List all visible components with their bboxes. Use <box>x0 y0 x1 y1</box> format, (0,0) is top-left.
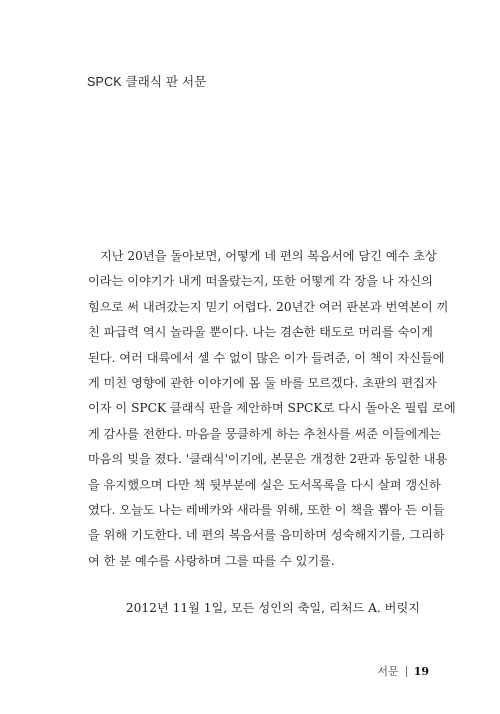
body-line: 이자 이 SPCK 클래식 판을 제안하며 SPCK로 다시 돌아온 필립 로에 <box>88 401 456 416</box>
body-line: 게 감사를 전한다. 마음을 뭉클하게 하는 추천사를 써준 이들에게는 <box>88 426 441 441</box>
body-line: 친 파급력 역시 놀라울 뿐이다. 나는 겸손한 태도로 머리를 숙이게 <box>88 325 433 340</box>
body-line: 여 한 분 예수를 사랑하며 그를 따를 수 있기를. <box>88 553 335 568</box>
body-line: 마음의 빚을 졌다. '클래식'이기에, 본문은 개정한 2판과 동일한 내용 <box>88 452 448 467</box>
body-line: 지난 20년을 돌아보면, 어떻게 네 편의 복음서에 담긴 예수 초상 <box>100 249 437 263</box>
body-line: 을 위해 기도한다. 네 편의 복음서를 음미하며 성숙해지기를, 그리하 <box>88 528 445 543</box>
section-title: SPCK 클래식 판 서문 <box>87 75 207 89</box>
page-footer <box>377 663 429 679</box>
body-line: 게 미친 영향에 관한 이야기에 몸 둘 바를 모르겠다. 초판의 편집자 <box>88 376 437 391</box>
body-line: 이라는 이야기가 내게 떠올랐는지, 또한 어떻게 각 장을 나 자신의 <box>88 274 433 289</box>
body-line: 힘으로 써 내려갔는지 믿기 어렵다. 20년간 여러 판본과 번역본이 끼 <box>88 299 449 314</box>
footer-section-label: 서문 <box>377 665 399 678</box>
preface-body <box>88 244 456 574</box>
signature-line: 2012년 11월 1일, 모든 성인의 축일, 리처드 A. 버릿지 <box>125 601 420 615</box>
page-number: 19 <box>413 664 429 678</box>
body-line: 였다. 오늘도 나는 레베카와 새라를 위해, 또한 이 책을 뽑아 든 이들 <box>88 503 445 518</box>
body-line: 된다. 여러 대륙에서 셀 수 없이 많은 이가 들려준, 이 책이 자신들에 <box>88 350 445 365</box>
body-line: 을 유지했으며 다만 책 뒷부분에 실은 도서목록을 다시 살펴 갱신하 <box>88 477 441 492</box>
footer-divider <box>406 666 407 677</box>
